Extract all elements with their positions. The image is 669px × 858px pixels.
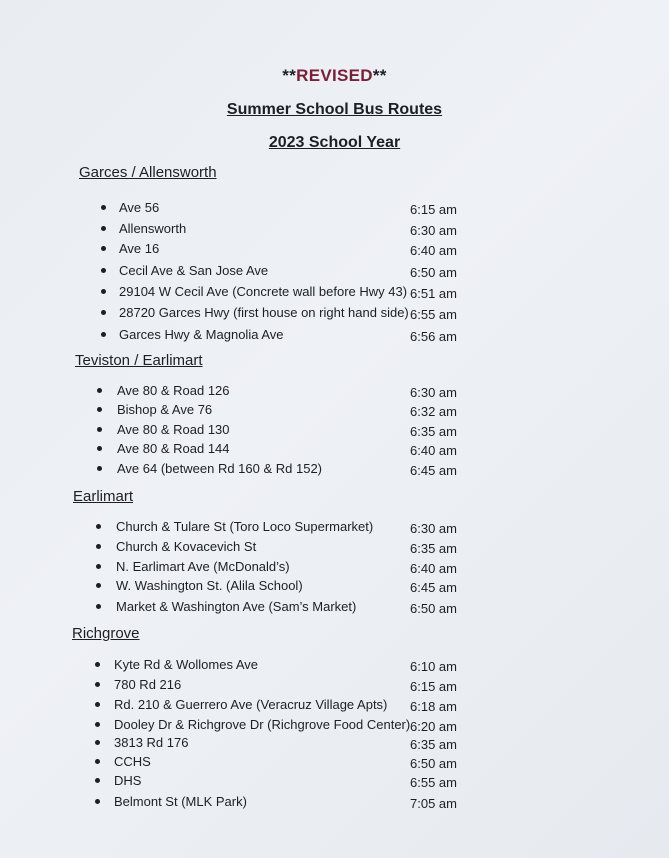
stop-time: 6:20 am	[410, 719, 457, 734]
stop-row	[0, 754, 669, 774]
stop-location: DHS	[114, 773, 142, 788]
bullet-icon	[97, 446, 102, 451]
stop-row	[0, 697, 669, 717]
stop-row	[0, 383, 669, 403]
stop-time: 6:30 am	[410, 521, 457, 536]
bullet-icon	[101, 226, 106, 231]
stop-location: Garces Hwy & Magnolia Ave	[119, 327, 284, 342]
bullet-icon	[96, 604, 101, 609]
revised-word: REVISED	[296, 66, 373, 85]
stop-location: CCHS	[114, 754, 151, 769]
stop-location: N. Earlimart Ave (McDonald’s)	[116, 559, 290, 574]
stop-time: 6:56 am	[410, 329, 457, 344]
bullet-icon	[95, 682, 100, 687]
bullet-icon	[101, 205, 106, 210]
stop-time: 6:50 am	[410, 265, 457, 280]
bullet-icon	[95, 662, 100, 667]
stop-location: Dooley Dr & Richgrove Dr (Richgrove Food Center)	[114, 717, 411, 732]
stop-row	[0, 327, 669, 347]
stop-location: Church & Tulare St (Toro Loco Supermarket)	[116, 519, 374, 534]
bullet-icon	[95, 799, 100, 804]
stop-time: 6:30 am	[410, 223, 457, 238]
stop-row	[0, 519, 669, 539]
stop-location: Belmont St (MLK Park)	[114, 794, 247, 809]
stop-time: 6:45 am	[410, 463, 457, 478]
stop-time: 7:05 am	[410, 796, 457, 811]
stop-row	[0, 559, 669, 579]
bullet-icon	[96, 564, 101, 569]
bullet-icon	[101, 268, 106, 273]
document-title: Summer School Bus Routes	[226, 101, 443, 118]
stop-location: Kyte Rd & Wollomes Ave	[114, 657, 259, 672]
stop-row	[0, 263, 669, 283]
stop-location: 28720 Garces Hwy (first house on right hand side)	[119, 305, 409, 320]
bullet-icon	[97, 466, 102, 471]
bullet-icon	[95, 702, 100, 707]
stop-row	[0, 578, 669, 598]
stop-location: Allensworth	[119, 221, 187, 236]
bullet-icon	[101, 289, 106, 294]
stop-location: Ave 16	[119, 241, 160, 256]
stop-row	[0, 284, 669, 304]
stop-location: Ave 80 & Road 144	[117, 441, 230, 456]
stop-row	[0, 677, 669, 697]
school-year: 2023 School Year	[268, 134, 401, 151]
bullet-icon	[101, 332, 106, 337]
revised-prefix: **	[282, 66, 297, 85]
stop-location: 29104 W Cecil Ave (Concrete wall before Hwy 43)	[119, 284, 408, 299]
stop-time: 6:15 am	[410, 679, 457, 694]
route-title: Teviston / Earlimart	[75, 352, 203, 369]
stop-location: 780 Rd 216	[114, 677, 182, 692]
stop-row	[0, 221, 669, 241]
bullet-icon	[95, 740, 100, 745]
stop-time: 6:10 am	[410, 659, 457, 674]
revised-notice	[0, 66, 669, 86]
stop-row	[0, 539, 669, 559]
bullet-icon	[101, 246, 106, 251]
stop-time: 6:40 am	[410, 443, 457, 458]
stop-row	[0, 305, 669, 325]
bullet-icon	[101, 310, 106, 315]
stop-row	[0, 735, 669, 755]
stop-row	[0, 441, 669, 461]
bullet-icon	[96, 524, 101, 529]
stop-time: 6:15 am	[410, 202, 457, 217]
route-title: Earlimart	[73, 488, 134, 505]
stop-time: 6:55 am	[410, 775, 457, 790]
stop-row	[0, 422, 669, 442]
bullet-icon	[95, 722, 100, 727]
stop-time: 6:35 am	[410, 424, 457, 439]
stop-location: Rd. 210 & Guerrero Ave (Veracruz Village Apts)	[114, 697, 388, 712]
bullet-icon	[96, 544, 101, 549]
stop-row	[0, 657, 669, 677]
bullet-icon	[97, 388, 102, 393]
stop-location: Ave 80 & Road 130	[117, 422, 230, 437]
route-title: Richgrove	[72, 625, 140, 642]
stop-row	[0, 717, 669, 737]
stop-time: 6:18 am	[410, 699, 457, 714]
bullet-icon	[95, 759, 100, 764]
bullet-icon	[95, 778, 100, 783]
stop-time: 6:55 am	[410, 307, 457, 322]
stop-location: Ave 80 & Road 126	[117, 383, 230, 398]
stop-location: W. Washington St. (Alila School)	[116, 578, 303, 593]
bullet-icon	[97, 427, 102, 432]
stop-location: Ave 64 (between Rd 160 & Rd 152)	[117, 461, 323, 476]
stop-row	[0, 773, 669, 793]
bullet-icon	[97, 407, 102, 412]
stop-time: 6:32 am	[410, 404, 457, 419]
stop-row	[0, 402, 669, 422]
stop-row	[0, 599, 669, 619]
stop-location: Bishop & Ave 76	[117, 402, 213, 417]
stop-time: 6:50 am	[410, 601, 457, 616]
stop-time: 6:50 am	[410, 756, 457, 771]
stop-time: 6:30 am	[410, 385, 457, 400]
stop-location: Church & Kovacevich St	[116, 539, 257, 554]
stop-location: Cecil Ave & San Jose Ave	[119, 263, 269, 278]
stop-row	[0, 794, 669, 814]
revised-suffix: **	[372, 66, 387, 85]
stop-row	[0, 200, 669, 220]
stop-time: 6:35 am	[410, 737, 457, 752]
stop-location: Market & Washington Ave (Sam’s Market)	[116, 599, 357, 614]
stop-row	[0, 461, 669, 481]
stop-time: 6:51 am	[410, 286, 457, 301]
stop-time: 6:35 am	[410, 541, 457, 556]
stop-time: 6:40 am	[410, 243, 457, 258]
stop-row	[0, 241, 669, 261]
bullet-icon	[96, 583, 101, 588]
stop-location: Ave 56	[119, 200, 160, 215]
route-title: Garces / Allensworth	[79, 164, 217, 181]
stop-location: 3813 Rd 176	[114, 735, 189, 750]
stop-time: 6:40 am	[410, 561, 457, 576]
stop-time: 6:45 am	[410, 580, 457, 595]
